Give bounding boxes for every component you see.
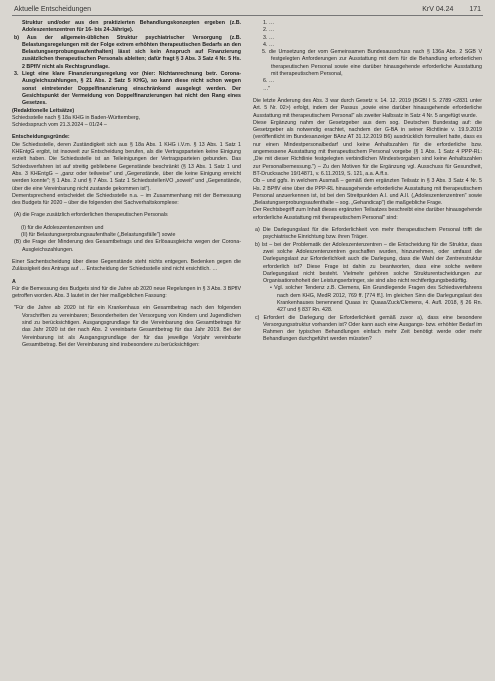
list-item-5: 5. die Umsetzung der vom Gemeinsamen Bundesausschuss nach § 136a Abs. 2 SGB V festgelegten Anforderungen zur Ausstattung mit dem für die Behandlung erforderlichen therapeutischen Personal sowie eine darüber hinausgehende erforderliche Ausstattung mit therapeutischem Personal,: [262, 49, 482, 78]
left-column: [12, 20, 241, 349]
point-c: c) Erfordert die Darlegung der Erforderlichkeit gemäß zuvor a), dass eine besondere Versorgungsstruktur vorhanden ist? Oder kann auch eine Ausgangs- bzw. erhöhter Bedarf im Rahmen der typischen Behandlungen einfach mehr Zeit benötigt werde oder mehr Behandlungen durchgeführt werden müssten?: [255, 314, 482, 343]
reasons-heading: Entscheidungsgründe:: [12, 134, 70, 141]
headnote-continuation: Struktur und/oder aus den praktizierten Behandlungskonzepten ergeben (z.B. Adoleszentenzentren für 16- bis 24-Jährige).: [22, 20, 241, 34]
list-item: 1. …: [263, 20, 275, 26]
item-a-2: (II) für Belastungserprobungsaufenthalte („Belastungsfälle") sowie: [21, 232, 176, 239]
running-header: [12, 6, 483, 16]
page-number: 171: [469, 6, 481, 13]
headnote-3: 3. Liegt eine klare Finanzierungsregelung vor (hier: Nichtanrechnung betr. Corona-Ausgleichszahlungen, § 21 Abs. 2 Satz 5 KHG), so kann diese nicht schon wegen sonst eintretender Doppelfinanzierung einschränkend ausgelegt werden. Der Gesichtspunkt der Vermeidung von Doppelfinanzierungen hat nicht den Rang eines Gesetzes.: [14, 71, 241, 107]
journal-info: [408, 6, 481, 13]
list-item: 3. …: [263, 34, 275, 41]
point-a: a) Die Darlegungslast für die Erforderlichkeit von mehr therapeutischem Personal trifft die psychiatrische Einrichtung bzw. ihren Träger.: [255, 227, 482, 241]
section-title: Aktuelle Entscheidungen: [14, 6, 92, 13]
paragraph: Die letzte Änderung des Abs. 3 war durch Gesetz v. 14. 12. 2019 (BGBl I S. 2789 <2831 unter Art. 5 Nr. 02>) erfolgt, indem der Passus „sowie eine darüber hinausgehende erforderliche Ausstattung mit therapeutischem Personal" als zweiter Halbsatz in Satz 4 Nr. 5 angefügt wurde.: [253, 97, 482, 119]
headnote-b: b) Aus der allgemein-üblichen Struktur psychiatrischer Versorgung (z.B. Belastungsregelungen mit der Folge extrem erhöhten therapeutischen Bedarfs an den Belastungserprobungsaufenthalten) lässt sich kein Anspruch auf Finanzierung zusätzlichen therapeutischen Personals ableiten; dafür fragt § 3 Abs. 3 Satz 4 Nr. 5 Hs. 2 BPflV nicht als Rechtsgrundlage.: [14, 34, 241, 70]
journal-issue: KrV 04.24: [422, 6, 454, 13]
item-a-1: (I) für die Adoleszentenzentren und: [21, 224, 104, 231]
point-b: b) Ist – bei der Problematik der Adoleszentenzentren – die Entscheidung für die Struktur, dass zwei solche Adoleszentenzentren geschaffen wurden, hinzunehmen, oder umfasst die Darlegungslast zur Erforderlichkeit auch die Darlegung, dass die Wahl der Zentrenstruktur erforderlich ist? Diese Frage ist dahin zu beantworten, dass eine solche weitere Darlegungslast nicht besteht. Vielmehr gehören solche Strukturentscheidungen zur Organisationshoheit der Leistungserbringer, sie sind also nicht rechtfertigungsbedürftig.: [255, 241, 482, 285]
editorial-note: (Redaktionelle Leitsätze): [12, 107, 75, 114]
decision-reference: Schiedsspruch vom 21.3.2024 – 01/24 –: [12, 122, 107, 129]
right-column: [253, 20, 482, 349]
item-b: (B) die Frage der Minderung des Gesamtbetrags und des Erlösausgleichs wegen der Corona-Ausgleichszahlungen.: [14, 239, 241, 253]
paragraph: Für die Bemessung des Budgets sind für die Jahre ab 2020 neue Regelungen in § 3 Abs. 3 BPflV getroffen worden. Abs. 3 lautet in der hier maßgeblichen Fassung:: [12, 285, 241, 300]
section-a-heading: A: [12, 278, 16, 285]
court-name: Schiedsstelle nach § 18a KHG in Baden-Württemberg,: [12, 114, 141, 121]
statute-quote: "Für die Jahre ab 2020 ist für ein Krankenhaus ein Gesamtbetrag nach den folgenden Vorschriften zu vereinbaren; Besonderheiten der Versorgung von Kindern und Jugendlichen sind zu berücksichtigen. Ausgangsgrundlage für die Vereinbarung des Gesamtbetrags für das Jahr 2020 ist der nach Abs. 2 vereinbarte Gesamtbetrag für das Jahr 2019. Bei der Vereinbarung ist als Ausgangsgrundlage der für das jeweilige Vorjahr vereinbarte Gesamtbetrag. Bei der Vereinbarung sind insbesondere zu berücksichtigen:: [14, 305, 241, 348]
paragraph: Ob – und ggfs. in welchem Ausmaß – gemäß dem ergänzten Teilsatz in § 3 Abs. 3 Satz 4 Nr. 5 Hs. 2 BPflV eine über die PPP-RL hinausgehende erforderliche Ausstattung mit therapeutischem Personal anzuerkennen ist, ist bei den Streitpunkten A.I. und A.II. („Adoleszentenzentren" sowie „Belastungserprobungsaufenthalte – sog. „Gehandicap") die maßgebliche Frage.: [253, 178, 482, 207]
paragraph: Die Schiedsstelle, deren Zuständigkeit sich aus § 18a Abs. 1 KHG i.V.m. § 13 Abs. 1 Satz 1 KHEntgG ergibt, ist insoweit zur Entscheidung berufen, als die Vertragsparteien keine Einigung erzielt haben. Die Schiedsstelle ist an Teileinigungen der Vertragsparteien gebunden. Das Schiedsverfahren ist auf streitig gebliebene Gegenstände beschränkt (§ 13 Abs. 1 Satz 1 und Abs. 3 KHEntgG – „ganz oder teilweise" und „Gegenstände, über die keine Einigung erreicht werden konnte"; § 1 Abs. 2 und § 7 Abs. 1 Satz 1 SchiedsstellenVO „soweit" und „Gegenstände, über die eine Vereinbarung nicht zustande gekommen ist").: [12, 141, 241, 192]
paragraph: Dementsprechend entscheidet die Schiedsstelle n.a. – im Zusammenhang mit der Bemessung des Budgets für 2020 – über die folgenden drei Sachverhaltskomplexe:: [12, 192, 241, 207]
paragraph: Diese Ergänzung nahm der Gesetzgeber aus dem sog. Deutschen Bundestag auf: die Gesetzgeber als notwendig erachtet, nachdem der G-BA in seiner Richtlinie v. 19.9.2019 (veröffentlicht im Bundesanzeiger BAnz AT 31.12.2019 B6) ausdrücklich formuliert hatte, dass es nur einen Mindestpersonalbedarf und keine Anhaltszahlen für die erforderliche bzw. angemessene Ausstattung mit therapeutischem Personal vorgebe (§ 1 Abs. 1 Satz 4 PPP-RL: „Die mit dieser Richtlinie festgelegten verbindlichen Mindestvorgaben sind keine Anhaltszahlen zur Personalbemessung.") – Zu den Motiven für die Ergänzung vgl. Ausschuss für Gesundheit, BT-Drucksache 19/14871, v. 6.11.2019, S. 121, a.a. A.ff.s.: [253, 119, 482, 177]
list-item: 2. …: [263, 27, 275, 34]
item-a: (A) die Frage zusätzlich erforderlichen therapeutischen Personals: [14, 212, 168, 219]
quote-end: …": [263, 85, 271, 92]
paragraph: Einer Sachentscheidung über diese Gegenstände steht nichts entgegen. Bedenken gegen die Zulässigkeit des Antrags auf … Entscheidung der Schiedsstelle sind nicht ersichtlich. …: [12, 258, 241, 273]
list-item-6: 6. …: [263, 78, 275, 85]
list-item: 4. …: [263, 41, 275, 48]
point-b-bullet: • Vgl. solcher Tendenz z.B. Clemens, Ein Grundlegende Fragen des Schiedsverfahrens nach dem KHG, MedR 2012, 769 ff. [774 ff.]. Im gleichen Sinn die Darlegungslast des Krankenhauses benennend Quaas in: Quaas/Zuck/Clemens, 4. Aufl. 2018, § 26 Rn. 427 und § 837 Rn. 428.: [270, 285, 482, 314]
text-columns: [12, 20, 483, 349]
paragraph: Der Rechtsbegriff zum Inhalt dieses ergänzten Teilsatzes beschreibt eine darüber hinausgehende erforderliche Ausstattung mit therapeutischem Personal" sind:: [253, 207, 482, 221]
